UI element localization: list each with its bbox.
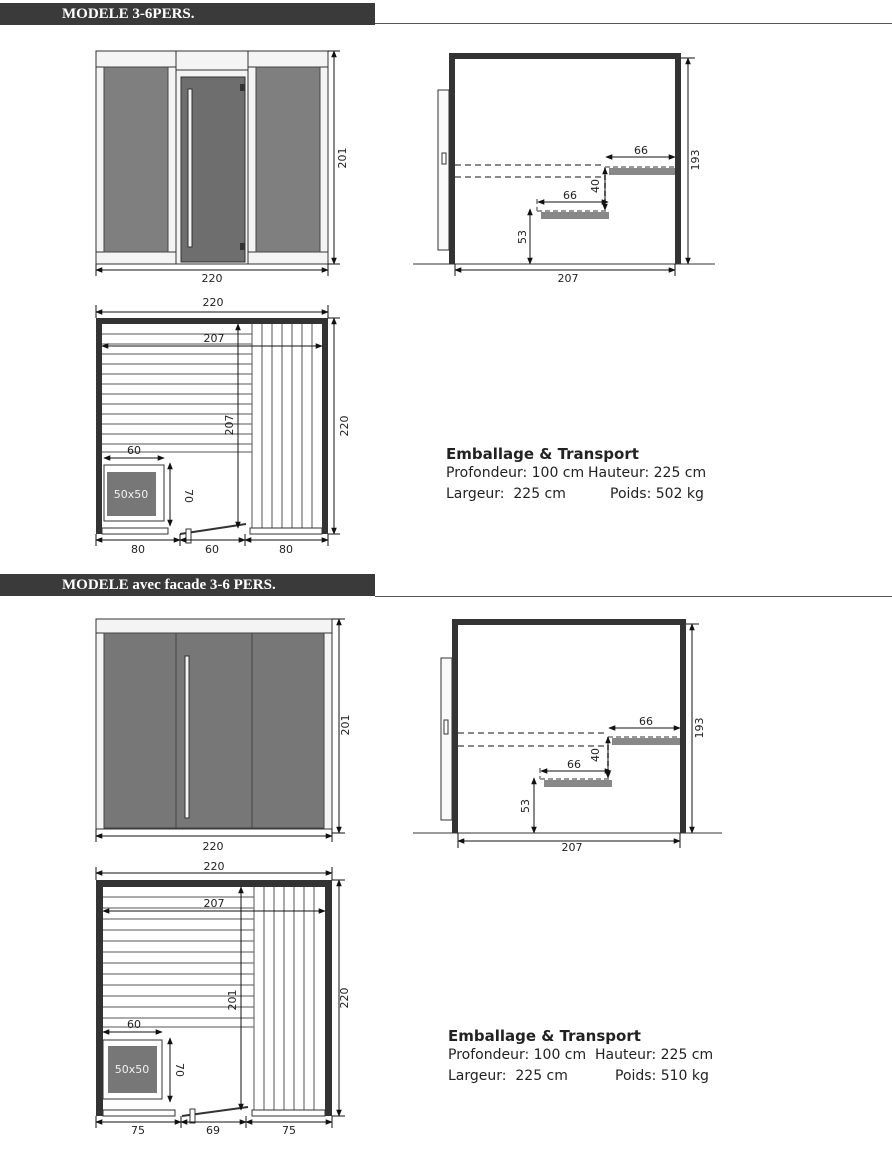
- lower-bench-2: [544, 780, 612, 787]
- side-height-label-2: 193: [693, 717, 706, 739]
- plan-view-1: [96, 296, 351, 556]
- plan-inner-depth-label-2: 201: [226, 989, 239, 1011]
- glass-panel-left: [104, 67, 168, 252]
- step-height-label-2: 40: [589, 748, 602, 762]
- plan-door-label-2: 69: [206, 1124, 220, 1137]
- stove-size-label-2: 50x50: [114, 1063, 150, 1076]
- section-2-drawings: [0, 570, 892, 1164]
- upper-bench-label: 66: [634, 144, 648, 157]
- side-depth-label-2: 207: [561, 841, 583, 854]
- upper-bench: [609, 168, 675, 175]
- section-title-1: MODELE 3-6PERS.: [0, 3, 375, 25]
- side-section-1: [413, 53, 715, 285]
- front-height-label: 201: [336, 147, 349, 169]
- front-elevation-1: [96, 51, 349, 285]
- side-depth-label: 207: [557, 272, 579, 285]
- plan-bottom-right-label: 80: [279, 543, 293, 556]
- packaging-title: Emballage & Transport: [446, 445, 639, 463]
- stove-height-label-2: 70: [173, 1063, 186, 1077]
- lower-bench: [541, 212, 609, 219]
- side-section-2: [413, 619, 722, 854]
- plan-inner-width-label-2: 207: [203, 897, 225, 910]
- plan-bottom-left-label-2: 75: [131, 1124, 145, 1137]
- packaging-width-2: Largeur: 225 cm: [448, 1068, 568, 1084]
- front-elevation-2: [96, 619, 352, 853]
- packaging-depth-2: Profondeur: 100 cm: [448, 1047, 587, 1063]
- front-width-label-2: 220: [202, 840, 224, 853]
- lower-bench-label-2: 66: [567, 758, 581, 771]
- packaging-height: Hauteur: 225 cm: [588, 465, 707, 481]
- front-width-label: 220: [201, 272, 223, 285]
- packaging-depth: Profondeur: 100 cm: [446, 465, 585, 481]
- section-title-2: MODELE avec facade 3-6 PERS.: [0, 574, 375, 596]
- door-profile-2: [441, 658, 452, 820]
- stove-height-label: 70: [182, 489, 195, 503]
- packaging-weight: Poids: 502 kg: [610, 486, 704, 502]
- glass-panel-right: [256, 67, 320, 252]
- packaging-title-2: Emballage & Transport: [448, 1027, 641, 1045]
- front-height-label-2: 201: [339, 714, 352, 736]
- lower-height-label-2: 53: [519, 799, 532, 813]
- upper-bench-label-2: 66: [639, 715, 653, 728]
- plan-inner-depth-label: 207: [223, 414, 236, 436]
- plan-inner-width-label: 207: [203, 332, 225, 345]
- upper-bench-2: [612, 738, 680, 745]
- lower-bench-label: 66: [563, 189, 577, 202]
- plan-bottom-left-label: 80: [131, 543, 145, 556]
- plan-depth-label: 220: [338, 415, 351, 437]
- lower-height-label: 53: [516, 230, 529, 244]
- glass-facade: [104, 633, 324, 828]
- door-profile: [438, 90, 449, 250]
- plan-view-2: [96, 860, 351, 1137]
- packaging-info-2: [448, 1027, 748, 1089]
- plan-bottom-right-label-2: 75: [282, 1124, 296, 1137]
- hinge-bottom-icon: [240, 243, 245, 250]
- packaging-weight-2: Poids: 510 kg: [615, 1068, 709, 1084]
- packaging-width: Largeur: 225 cm: [446, 486, 566, 502]
- packaging-info-1: [446, 445, 746, 507]
- stove-size-label: 50x50: [113, 488, 149, 501]
- stove-width-label: 60: [127, 444, 141, 457]
- packaging-height-2: Hauteur: 225 cm: [595, 1047, 714, 1063]
- hinge-top-icon: [240, 84, 245, 91]
- plan-door-label: 60: [205, 543, 219, 556]
- step-height-label: 40: [589, 179, 602, 193]
- stove-width-label-2: 60: [127, 1018, 141, 1031]
- plan-width-label: 220: [202, 296, 224, 309]
- plan-width-label-2: 220: [203, 860, 225, 873]
- door-handle-2: [185, 656, 189, 818]
- door-handle: [188, 89, 192, 247]
- plan-depth-label-2: 220: [338, 987, 351, 1009]
- side-height-label: 193: [689, 149, 702, 171]
